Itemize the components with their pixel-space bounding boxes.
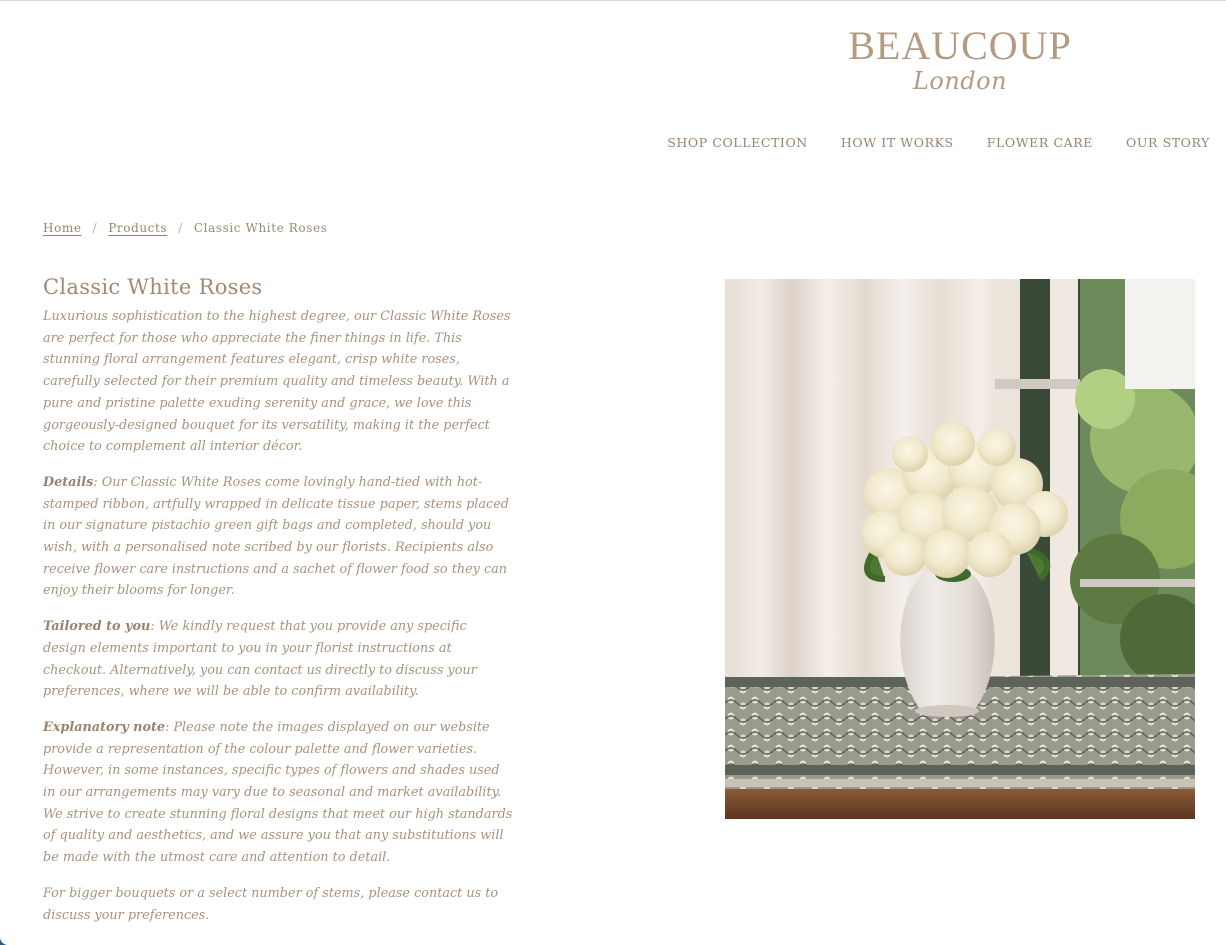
tailored-text: : We kindly request that you provide any specific design elements important to you in your florist instructions at checkout. Alternatively, you can contact us directly to discuss your preferences, where we will be able to confirm availability. — [43, 619, 477, 700]
brand-name: BEAUCOUP — [848, 23, 1072, 68]
description-intro: Luxurious sophistication to the highest degree, our Classic White Roses are perfect for those who appreciate the finer things in life. This stunning floral arrangement features elegant, crisp white roses, carefully selected for their premium quality and timeless beauty. With a pure and pristine palette exuding serenity and grace, we love this gorgeously-designed bouquet for its versatility, making it the perfect choice to complement all interior décor. — [43, 309, 511, 455]
description-details — [43, 472, 513, 602]
description-footer-note: For bigger bouquets or a select number of stems, please contact us to discuss your preferences. — [43, 885, 499, 923]
breadcrumb-products-link[interactable]: Products — [108, 221, 168, 235]
breadcrumb-home-link[interactable]: Home — [43, 221, 82, 235]
explanatory-text: : Please note the images displayed on our website provide a representation of the colour palette and flower varieties. However, in some instances, specific types of flowers and shades used in our arrangements may vary due to seasonal and market availability. We strive to create stunning floral designs that meet our high standards of quality and aesthetics, and we assure you that any substitutions will be made with the utmost care and attention to detail. — [43, 719, 513, 866]
details-text: : Our Classic White Roses come lovingly hand-tied with hot-stamped ribbon, artfully wrapped in delicate tissue paper, stems placed in our signature pistachio green gift bags and completed, should you wish, with a personalised note scribed by our florists. Recipients also receive flower care instructions and a sachet of flower food so they can enjoy their blooms for longer. — [43, 474, 509, 599]
description-tailored — [43, 616, 513, 703]
product-description — [43, 306, 513, 940]
breadcrumb-separator: / — [92, 221, 98, 235]
breadcrumb-separator: / — [178, 221, 183, 235]
tailored-label: Tailored to you — [43, 619, 151, 635]
brand-location: London — [912, 67, 1008, 95]
description-explanatory — [43, 717, 513, 869]
nav-flower-care[interactable]: FLOWER CARE — [986, 135, 1093, 150]
brand-logo[interactable] — [840, 25, 1080, 95]
nav-shop-collection[interactable]: SHOP COLLECTION — [667, 135, 808, 150]
product-title: Classic White Roses — [43, 275, 263, 299]
breadcrumb-current: Classic White Roses — [193, 221, 328, 235]
white-roses-vase-photo — [725, 279, 1195, 819]
explanatory-label: Explanatory note — [43, 719, 166, 735]
nav-how-it-works[interactable]: HOW IT WORKS — [840, 135, 954, 150]
breadcrumb — [43, 219, 327, 237]
main-nav — [634, 134, 1210, 152]
nav-our-story[interactable]: OUR STORY — [1126, 135, 1210, 150]
product-image[interactable] — [725, 279, 1195, 819]
details-label: Details — [43, 474, 94, 490]
